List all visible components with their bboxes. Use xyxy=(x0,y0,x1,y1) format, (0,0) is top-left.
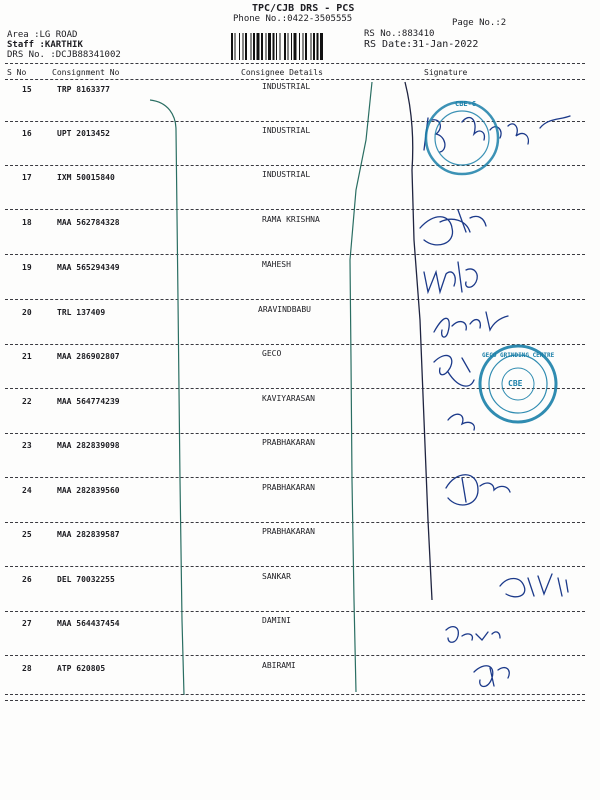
row-consignee: GECO xyxy=(262,349,282,358)
row-divider xyxy=(5,209,585,210)
barcode-bar xyxy=(305,33,307,60)
barcode-bar xyxy=(317,33,319,60)
row-consignee: INDUSTRIAL xyxy=(262,126,311,135)
row-divider xyxy=(5,566,585,567)
table-row xyxy=(0,126,600,173)
table-row xyxy=(0,215,600,262)
row-consignee: PRABHAKARAN xyxy=(262,483,315,492)
table-row xyxy=(0,661,600,708)
barcode-bar xyxy=(313,33,315,60)
row-sno: 23 xyxy=(22,441,32,450)
staff-field: Staff :KARTHIK xyxy=(7,40,83,50)
row-consignment: MAA 282839560 xyxy=(57,486,120,495)
row-consignment: UPT 2013452 xyxy=(57,129,110,138)
barcode-bar xyxy=(266,33,267,60)
row-sno: 18 xyxy=(22,218,32,227)
rs-date: RS Date:31-Jan-2022 xyxy=(364,39,479,50)
row-sno: 19 xyxy=(22,263,32,272)
row-divider xyxy=(5,254,585,255)
barcode-bar xyxy=(291,33,292,60)
table-row xyxy=(0,616,600,663)
row-consignment: MAA 282839098 xyxy=(57,441,120,450)
row-consignee: KAVIYARASAN xyxy=(262,394,315,403)
row-consignee: DAMINI xyxy=(262,616,291,625)
row-divider xyxy=(5,344,585,345)
row-consignee: MAHESH xyxy=(262,260,291,269)
row-consignee: INDUSTRIAL xyxy=(262,82,311,91)
header-divider xyxy=(5,63,585,64)
phone-number: Phone No.:0422-3505555 xyxy=(233,14,353,24)
table-row xyxy=(0,170,600,217)
row-divider xyxy=(5,655,585,656)
row-consignment: MAA 564437454 xyxy=(57,619,120,628)
barcode-bar xyxy=(276,33,277,60)
barcode-bar xyxy=(294,33,297,60)
row-consignment: MAA 282839587 xyxy=(57,530,120,539)
table-row xyxy=(0,483,600,530)
geco-stamp-center-text: CBE xyxy=(508,379,523,388)
barcode-bar xyxy=(311,33,312,60)
barcode-bar xyxy=(268,33,271,60)
table-row xyxy=(0,260,600,307)
row-divider xyxy=(5,299,585,300)
row-divider xyxy=(5,700,585,701)
barcode-bar xyxy=(253,33,255,60)
row-consignee: PRABHAKARAN xyxy=(262,527,315,536)
row-sno: 17 xyxy=(22,173,32,182)
barcode-bar xyxy=(261,33,263,60)
table-row xyxy=(0,527,600,574)
drs-number: DRS No. :DCJB88341002 xyxy=(7,50,121,60)
barcode-bar xyxy=(243,33,244,60)
table-row xyxy=(0,394,600,441)
row-sno: 26 xyxy=(22,575,32,584)
table-row xyxy=(0,82,600,129)
barcode-bar xyxy=(273,33,275,60)
rs-number: RS No.:883410 xyxy=(364,29,435,39)
row-consignment: MAA 564774239 xyxy=(57,397,120,406)
barcode-bar xyxy=(299,33,300,60)
row-divider xyxy=(5,611,585,612)
row-consignee: ABIRAMI xyxy=(262,661,296,670)
col-header-sno: S No xyxy=(7,68,27,77)
page-number: Page No.:2 xyxy=(452,18,507,28)
barcode-bar xyxy=(320,33,323,60)
barcode-bar xyxy=(284,33,286,60)
row-sno: 24 xyxy=(22,486,32,495)
barcode-image xyxy=(231,33,359,60)
barcode-bar xyxy=(235,33,236,60)
col-header-consignee: Consignee Details xyxy=(241,68,323,77)
row-consignee: RAMA KRISHNA xyxy=(262,215,320,224)
row-consignee: PRABHAKARAN xyxy=(262,438,315,447)
document-title: TPC/CJB DRS - PCS xyxy=(252,3,355,14)
table-row xyxy=(0,305,600,352)
row-divider xyxy=(5,433,585,434)
barcode-bar xyxy=(280,33,281,60)
row-consignment: TRP 8163377 xyxy=(57,85,110,94)
row-consignment: TRL 137409 xyxy=(57,308,106,317)
barcode-bar xyxy=(231,33,233,60)
row-sno: 20 xyxy=(22,308,32,317)
row-sno: 15 xyxy=(22,85,32,94)
row-consignment: DEL 70032255 xyxy=(57,575,115,584)
row-sno: 21 xyxy=(22,352,32,361)
barcode-bar xyxy=(303,33,304,60)
row-divider xyxy=(5,121,585,122)
barcode-bar xyxy=(239,33,240,60)
row-consignment: MAA 565294349 xyxy=(57,263,120,272)
column-header-divider xyxy=(5,79,585,80)
row-consignee: ARAVINDBABU xyxy=(258,305,311,314)
row-sno: 27 xyxy=(22,619,32,628)
footer-divider xyxy=(5,694,585,695)
row-consignment: MAA 286902807 xyxy=(57,352,120,361)
barcode-bar xyxy=(257,33,260,60)
row-sno: 25 xyxy=(22,530,32,539)
area-field: Area :LG ROAD xyxy=(7,30,78,40)
row-sno: 16 xyxy=(22,129,32,138)
row-consignment: MAA 562784328 xyxy=(57,218,120,227)
geco-stamp-ring-text: GECO GRINDING CENTRE xyxy=(482,352,555,359)
row-divider xyxy=(5,388,585,389)
col-header-signature: Signature xyxy=(424,68,468,77)
row-divider xyxy=(5,522,585,523)
row-consignment: IXM 50015840 xyxy=(57,173,115,182)
stamp-top-label: CBE-6 xyxy=(455,100,477,108)
table-row xyxy=(0,572,600,619)
barcode-bar xyxy=(251,33,252,60)
row-sno: 22 xyxy=(22,397,32,406)
col-header-consignment: Consignment No xyxy=(52,68,120,77)
barcode-bar xyxy=(245,33,247,60)
row-sno: 28 xyxy=(22,664,32,673)
row-consignee: SANKAR xyxy=(262,572,291,581)
table-row xyxy=(0,438,600,485)
row-consignee: INDUSTRIAL xyxy=(262,170,311,179)
row-divider xyxy=(5,477,585,478)
barcode-bar xyxy=(288,33,289,60)
row-consignment: ATP 620805 xyxy=(57,664,106,673)
row-divider xyxy=(5,165,585,166)
